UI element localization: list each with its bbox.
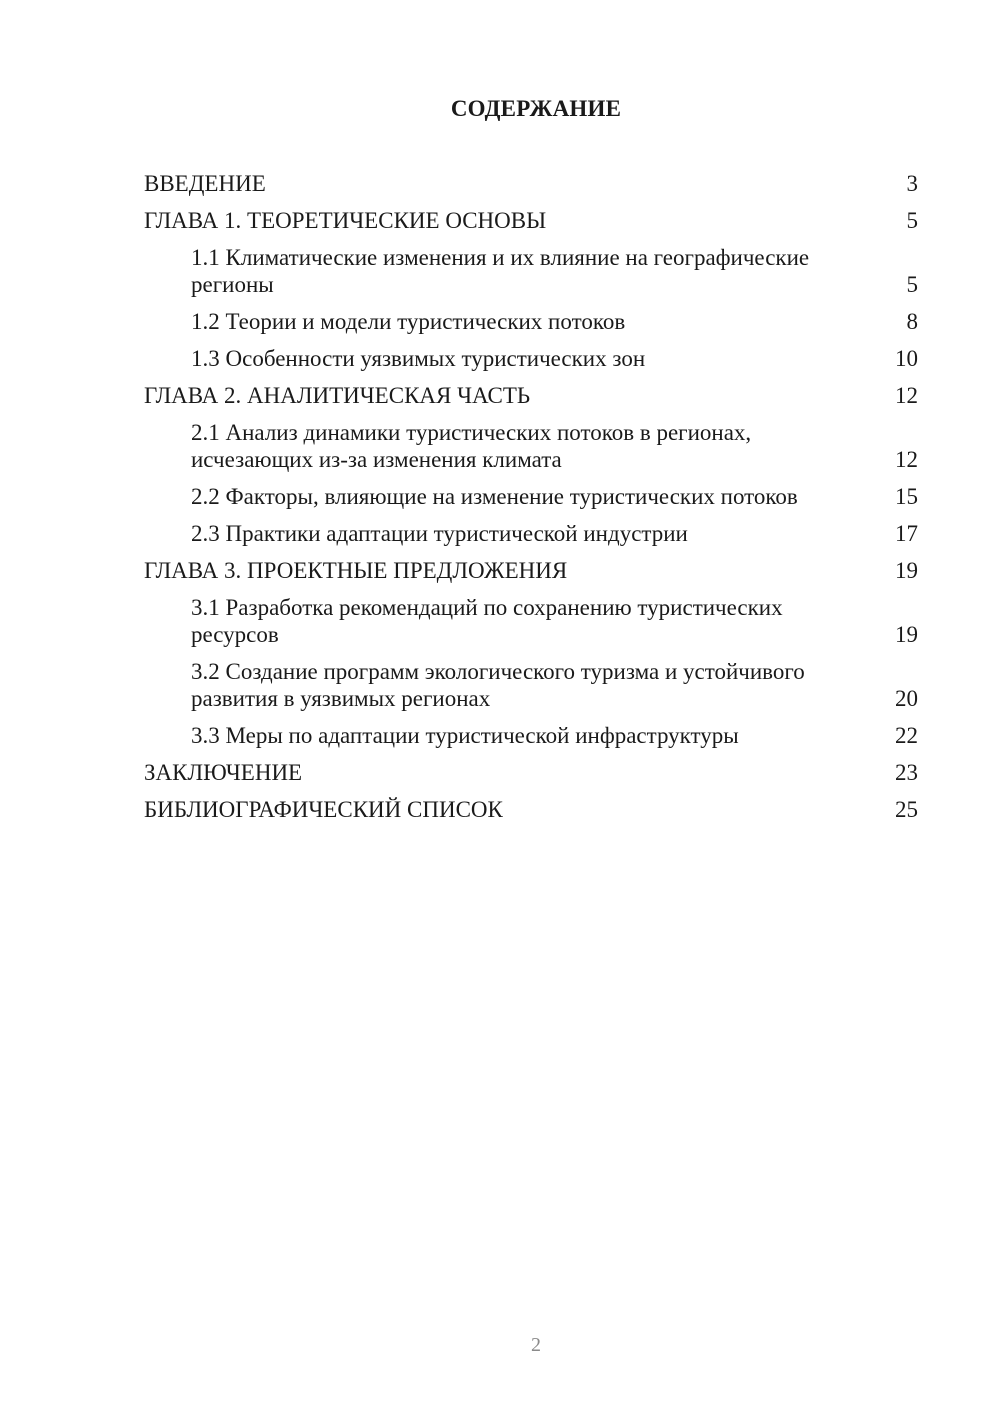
toc-entry-introduction[interactable] [144,170,918,197]
toc-entry-section-3-3[interactable] [144,722,918,749]
toc-entry-page: 15 [895,484,918,509]
toc-entry-section-1-3[interactable] [144,345,918,372]
toc-entry-section-2-2[interactable] [144,483,918,510]
toc-entry-page: 10 [895,346,918,371]
toc-entry-page: 3 [906,171,918,196]
toc-entry-label: 2.1 Анализ динамики туристических потоков в регионах, исчезающих из-за изменения климата [191,420,752,472]
toc-entry-conclusion[interactable] [144,759,918,786]
toc-entry-chapter-2[interactable] [144,382,918,409]
table-of-contents [144,170,918,833]
toc-entry-label: ГЛАВА 2. АНАЛИТИЧЕСКАЯ ЧАСТЬ [144,383,531,408]
toc-entry-page: 5 [906,208,918,233]
page-number: 2 [531,1334,541,1356]
toc-entry-section-1-1[interactable] [144,244,918,298]
toc-entry-label: ВВЕДЕНИЕ [144,171,266,196]
toc-entry-label: 1.1 Климатические изменения и их влияние на географические регионы [191,245,810,297]
toc-entry-page: 17 [895,521,918,546]
toc-entry-section-3-2[interactable] [144,658,918,712]
toc-entry-label: БИБЛИОГРАФИЧЕСКИЙ СПИСОК [144,797,503,822]
toc-entry-page: 5 [906,272,918,297]
toc-entry-label: ГЛАВА 3. ПРОЕКТНЫЕ ПРЕДЛОЖЕНИЯ [144,558,568,583]
toc-entry-label: ЗАКЛЮЧЕНИЕ [144,760,303,785]
toc-entry-label: ГЛАВА 1. ТЕОРЕТИЧЕСКИЕ ОСНОВЫ [144,208,547,233]
toc-entry-section-2-3[interactable] [144,520,918,547]
toc-entry-bibliography[interactable] [144,796,918,823]
toc-entry-page: 19 [895,622,918,647]
toc-entry-section-3-1[interactable] [144,594,918,648]
toc-entry-chapter-1[interactable] [144,207,918,234]
toc-entry-page: 25 [895,797,918,822]
toc-entry-label: 3.3 Меры по адаптации туристической инфраструктуры [191,723,739,748]
toc-entry-label: 2.2 Факторы, влияющие на изменение туристических потоков [191,484,798,509]
toc-entry-page: 20 [895,686,918,711]
toc-entry-label: 3.2 Создание программ экологического туризма и устойчивого развития в уязвимых регионах [191,659,805,711]
toc-entry-page: 19 [895,558,918,583]
toc-entry-page: 22 [895,723,918,748]
toc-entry-section-1-2[interactable] [144,308,918,335]
toc-entry-label: 1.3 Особенности уязвимых туристических зон [191,346,646,371]
toc-entry-page: 8 [906,309,918,334]
toc-entry-page: 12 [895,447,918,472]
toc-entry-chapter-3[interactable] [144,557,918,584]
toc-entry-label: 1.2 Теории и модели туристических потоков [191,309,626,334]
toc-entry-label: 2.3 Практики адаптации туристической индустрии [191,521,688,546]
toc-entry-page: 23 [895,760,918,785]
toc-title: СОДЕРЖАНИЕ [450,96,622,121]
toc-entry-page: 12 [895,383,918,408]
toc-entry-label: 3.1 Разработка рекомендаций по сохранению туристических ресурсов [191,595,783,647]
toc-entry-section-2-1[interactable] [144,419,918,473]
